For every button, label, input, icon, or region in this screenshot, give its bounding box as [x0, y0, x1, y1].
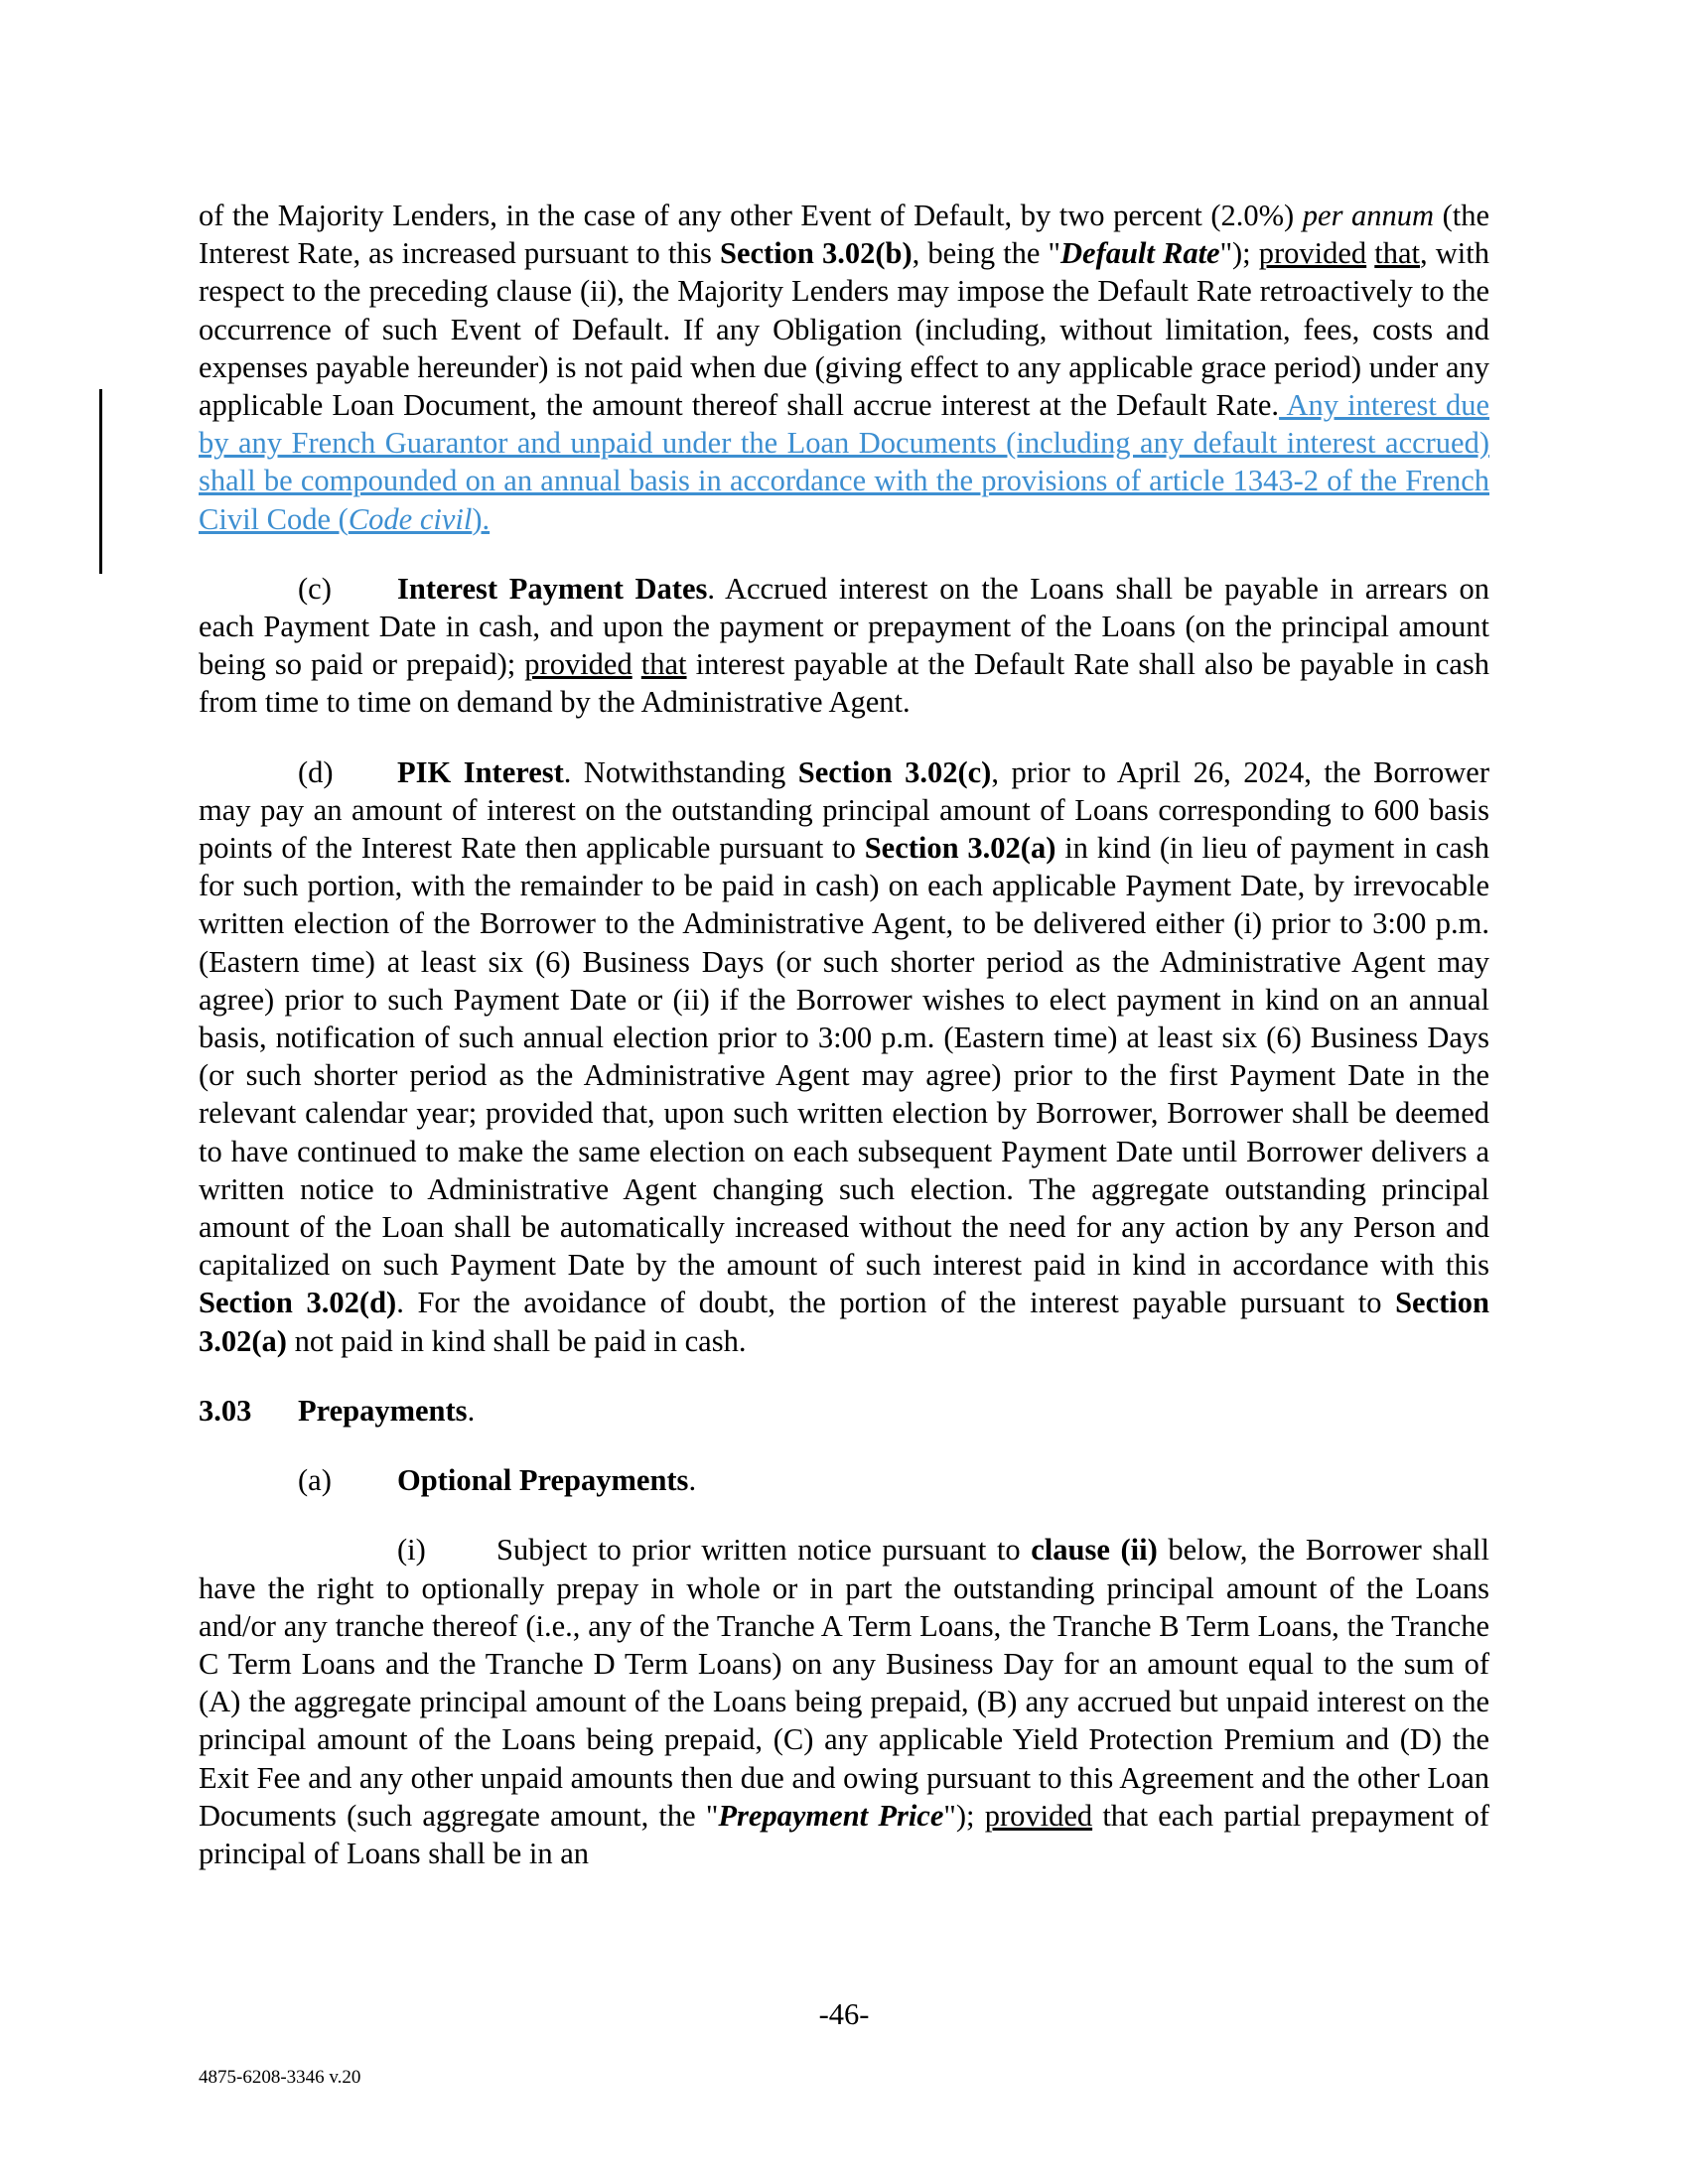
subsection-heading-optional-prepayments: (a) Optional Prepayments. [298, 1463, 697, 1498]
paragraph-optional-prepayment-i: (i) Subject to prior written notice pursuant to clause (ii) below, the Borrower shall have the right to optionally prepay in whole or in part the outstanding principal amount of the Loans and/or any tranche thereof (i.e., any of the Tranche A Term Loans, the Tranche B Term Loans, the Tranche C Term Loans and the Tranche D Term Loans) on any Business Day for an amount equal to the sum of (A) the aggregate principal amount of the Loans being prepaid, (B) any accrued but unpaid interest on the principal amount of the Loans being prepaid, (C) any applicable Yield Protection Premium and (D) the Exit Fee and any other unpaid amounts then due and owing pursuant to this Agreement and the other Loan Documents (such aggregate amount, the "Prepayment Price"); provided that each partial prepayment of principal of Loans shall be in an [199, 1533, 1489, 1870]
section-heading-prepayments: 3.03 Prepayments. [199, 1393, 476, 1428]
document-body [199, 197, 1489, 1872]
heading-interest-payment-dates: Interest Payment Dates [397, 571, 708, 606]
inserted-text: Any interest due by any French Guarantor and unpaid under the Loan Documents (including any default interest accrued) shall be compounded on an annual basis in accordance with the provisions of article 1343-2 of the French Civil Code (Code civil). [199, 388, 1489, 536]
paragraph-interest-payment-dates: (c) Interest Payment Dates. Accrued interest on the Loans shall be payable in arrears on each Payment Date in cash, and upon the payment or prepayment of the Loans (on the principal amount being so paid or prepaid); provided that interest payable at the Default Rate shall also be payable in cash from time to time on demand by the Administrative Agent. [199, 571, 1489, 720]
document-id: 4875-6208-3346 v.20 [199, 2067, 361, 2088]
paragraph-pik-interest: (d) PIK Interest. Notwithstanding Section 3.02(c), prior to April 26, 2024, the Borrower may pay an amount of interest on the outstanding principal amount of Loans corresponding to 600 basis points of the Interest Rate then applicable pursuant to Section 3.02(a) in kind (in lieu of payment in cash for such portion, with the remainder to be paid in cash) on each applicable Payment Date, by irrevocable written election of the Borrower to the Administrative Agent, to be delivered either (i) prior to 3:00 p.m. (Eastern time) at least six (6) Business Days (or such shorter period as the Administrative Agent may agree) prior to such Payment Date or (ii) if the Borrower wishes to elect payment in kind on an annual basis, notification of such annual election prior to 3:00 p.m. (Eastern time) at least six (6) Business Days (or such shorter period as the Administrative Agent may agree) prior to the first Payment Date in the relevant calendar year; provided that, upon such written election by Borrower, Borrower shall be deemed to have continued to make the same election on each subsequent Payment Date until Borrower delivers a written notice to Administrative Agent changing such election. The aggregate outstanding principal amount of the Loan shall be automatically increased without the need for any action by any Person and capitalized on such Payment Date by the amount of such interest paid in kind in accordance with this Section 3.02(d). For the avoidance of doubt, the portion of the interest payable pursuant to Section 3.02(a) not paid in kind shall be paid in cash. [199, 754, 1489, 1358]
paragraph-default-rate: of the Majority Lenders, in the case of any other Event of Default, by two percent (2.0%) per annum (the Interest Rate, as increased pursuant to this Section 3.02(b), being the "Default Rate"); provided that, with respect to the preceding clause (ii), the Majority Lenders may impose the Default Rate retroactively to the occurrence of such Event of Default. If any Obligation (including, without limitation, fees, costs and expenses payable hereunder) is not paid when due (giving effect to any applicable grace period) under any applicable Loan Document, the amount thereof shall accrue interest at the Default Rate. Any interest due by any French Guarantor and unpaid under the Loan Documents (including any default interest accrued) shall be compounded on an annual basis in accordance with the provisions of article 1343-2 of the French Civil Code (Code civil). [199, 199, 1490, 536]
revision-change-bar [99, 389, 102, 574]
heading-pik-interest: PIK Interest [397, 754, 564, 789]
page-number: -46- [818, 1997, 870, 2031]
